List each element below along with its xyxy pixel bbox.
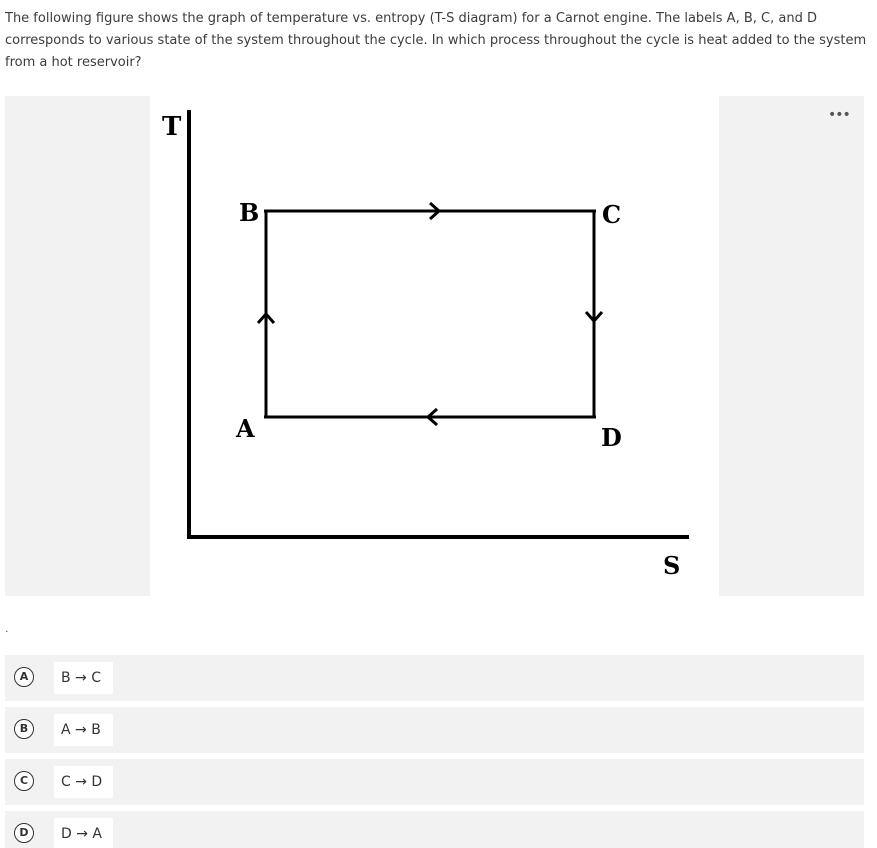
option-b[interactable]: [5, 707, 864, 753]
separator-dot: .: [5, 622, 9, 635]
t-axis-label: T: [162, 112, 182, 142]
option-c[interactable]: [5, 759, 864, 805]
point-a-label: A: [236, 414, 255, 443]
question-text: The following figure shows the graph of temperature vs. entropy (T-S diagram) for a Carnot engine. The labels A, B, C, and D corresponds to various state of the system throughout the cycle. In which process throughout the cycle is heat added to the system from a hot reservoir?: [5, 11, 867, 70]
point-c-label: C: [602, 200, 622, 229]
option-d[interactable]: [5, 811, 864, 848]
point-b-label: B: [239, 198, 260, 227]
option-letter-a: A: [14, 667, 34, 687]
ts-diagram-svg: [150, 96, 719, 596]
option-letter-b: B: [14, 719, 34, 739]
option-text-c: C → D: [54, 766, 113, 798]
option-text-d: D → A: [54, 818, 113, 848]
option-letter-c: C: [14, 771, 34, 791]
option-text-b: A → B: [54, 714, 113, 746]
figure-panel: [5, 96, 864, 596]
option-text-a: B → C: [54, 662, 113, 694]
option-letter-d: D: [14, 823, 34, 843]
s-axis-label: S: [663, 551, 681, 580]
ts-diagram: [150, 96, 719, 596]
option-a[interactable]: [5, 655, 864, 701]
more-options-icon[interactable]: •••: [828, 107, 850, 123]
point-d-label: D: [601, 423, 622, 452]
